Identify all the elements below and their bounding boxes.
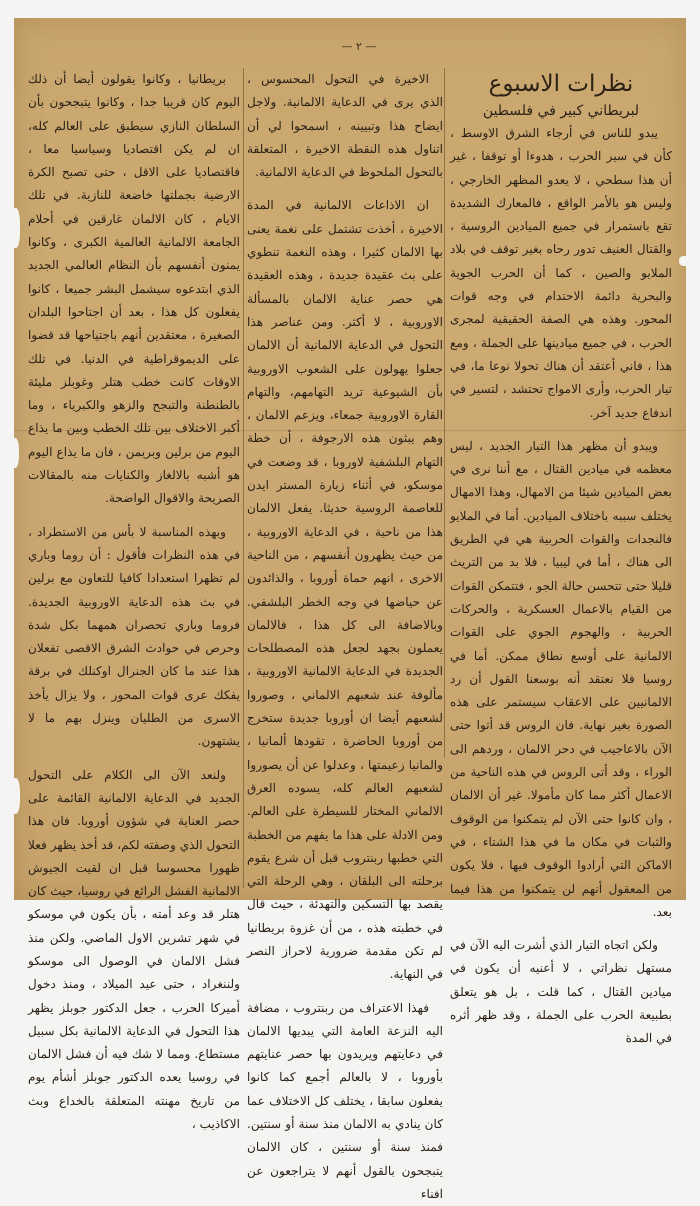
paragraph: فهذا الاعتراف من ربنتروب ، مضافة اليه النزعة العامة التي يبديها الالمان في دعايتهم ويريدون بها حصر عنايتهم بأوروبا ، لا بالعالم أجمع كما كانوا يفعلون سابقا ، يختلف كل الاختلاف عما كان ينادي به الالمان منذ سنة أو سنتين. فمنذ سنة أو سنتين ، كان الالمان يتبجحون بالقول أنهم لا يتراجعون عن افناء [247,1000,443,1201]
column-right [450,68,672,1051]
article-title: نظرات الاسبوع [488,71,634,97]
paragraph: وبهذه المناسبة لا بأس من الاستطراد ، في هذه النظرات فأقول : أن روما وباري لم تظهرا استعدادا كافيا للتعاون مع برلين في بث هذه الدعاية الاوروبية الجديدة. فروما وباري تحصران همهما بكل شدة وحرص في حوادث الشرق الاقصى تفعلان هذا عند ما كان الجنرال اوكنلك في برقة يفكك عرى قوات المحور ، ولا يزال يأخذ الاسرى من الطليان وينزل بهم ما لا يشتهون. [28,524,240,749]
column-divider [243,68,244,888]
newspaper-page [14,18,686,1201]
paragraph: ان الاذاعات الالمانية في المدة الاخيرة ، أخذت تشتمل على نغمة يعنى بها الالمان كثيرا ، وهذه النغمة تنطوي على بث عقيدة جديدة ، وهذه العقيدة هي حصر عناية الالمان بالمسألة الاوروبية ، لا أكثر. ومن عناصر هذا التحول في الدعاية الالمانية أن الالمان جعلوا يهولون على الشعوب الاوروبية بأن الشيوعية تريد التهامهم، والتهام القارة الاوروبية جمعاء، ويزعم الالمان ، وهم يبثون هذه الارجوفة ، أن خطة التهام البلشفية لاوروبا ، قد وضعت في موسكو، في أثناء زيارة المستر ايدن للعاصمة الروسية حديثا. يفعل الالمان هذا من ناحية ، في الدعاية الاوروبية ، من حيث يظهرون أنفسهم ، من الناحية الاخرى ، انهم حماة أوروبا ، والذائدون عن حياضها في وجه الخطر البلشفي. وبالاضافة الى كل هذا ، فالالمان يعملون بجهد لجعل هذه المصطلحات الجديدة في الدعاية الالمانية الاوروبية ، مألوفة عند شعبهم الالماني ، وصوروا لشعبهم أيضا ان أوروبا جديدة ستخرج من أوروبا الحاضرة ، تقودها ألمانيا ، والمانيا زعيمتها ، وعدلوا عن أن يصوروا لشعبهم العالم كله، يسوده العرق الالماني المختار للسيطرة على العالم. ومن الادلة على هذا ما يفهم من الخطبة التي خطبها ربنتروب قبل أن شرع يقوم برحلته الى البلقان ، وهي الرحلة التي يقصد بها التسكين والتهدئة ، حيث قال في خطبته هذه ، من أن غزوة بريطانيا لم تكن مقدمة ضرورية لاحراز النصر في النهاية. [247,198,443,982]
paragraph: بريطانيا ، وكانوا يقولون أيضا أن ذلك اليوم كان قريبا جدا ، وكانوا يتبجحون بأن السلطان النازي سيطبق على العالم كله، ان لم يكن اقتصاديا وسياسيا معا ، فاقتصاديا على الاقل ، حتى تصبح الكرة الارضية بجملتها خاضعة للنازية. في تلك الايام ، كان الالمان غارقين في أحلام الجامعة الالمانية العالمية الكبرى ، وكانوا يمنون أنفسهم بأن النظام العالمي الجديد الذي ابتدعوه سيشمل البشر جميعا ، كانوا يفعلون كل هذا ، بعد أن اجتاحوا البلدان الصغيرة ، معتقدين أنهم باجتياحها قد قضوا على الديموقراطية في الدنيا. في تلك الاوقات كانت خطب هتلر وغوبلز مليئة بالطنطنة والتبجح والزهو والكبرياء ، وما أكبر الاختلاف بين تلك الخطب وبين ما يذاع اليوم من برلين وبريمن ، فان ما يذاع اليوم هو أشبه بالالغاز والكنايات منه بالمقالات الصريحة والاقوال الواضحة. [28,72,240,506]
paragraph: يبدو للناس في أرجاء الشرق الاوسط ، كأن في سير الحرب ، هدوءا أو توقفا ، غير أن هذا سطحي ، لا يعدو المظهر الخارجي ، وليس هو بالأمر الواقع ، فالمعارك الشديدة تقع باستمرار في جميع الميادين الروسية ، والقتال العنيف تدور رحاه بغير توقف في بلاد الملايو والصين ، كما أن الحرب الجوية والبحرية دائمة الاحتدام في وجه قوات المحور. وهذه هي الصفة الحقيقية لمجرى الحرب ، في جميع ميادينها على الجملة ، ومع هذا ، فاني أعتقد أن هناك تحولا نوعا ما، في تيار الحرب، وأرى الامواج تحتشد ، لتسير في اندفاع جديد آخر. [450,126,672,420]
column-left [28,68,240,1136]
paragraph: ولنعد الآن الى الكلام على التحول الجديد في الدعاية الالمانية القائمة على حصر العناية في شؤون أوروبا. فان هذا التحول الذي وصفته لكم، قد أخذ يظهر فعلا ظهورا محسوسا قبل ان لقيت الجيوش الالمانية الفشل الرائع في روسيا، حيث كان هتلر قد وعد أمته ، بأن يكون في موسكو في شهر تشرين الاول الماضي. ولكن منذ فشل الالمان في الوصول الى موسكو ولننغراد ، حتى عيد الميلاد ، ومنذ دخول أميركا الحرب ، جعل الدكتور جوبلز يظهر هذا التحول في الدعاية الالمانية بكل سبيل مستطاع. ومما لا شك فيه أن فشل الالمان في روسيا يعده الدكتور جوبلز أشأم يوم من تاريخ مهنته المتعلقة بالخداع وبث الاكاذيب ، [28,767,240,1132]
paper-tear [10,778,20,814]
column-divider [444,68,445,758]
paper-tear [10,438,19,468]
page-number: — ٢ — [341,40,377,53]
paragraph: ولكن اتجاه التيار الذي أشرت اليه الآن في مستهل نظراتي ، لا أعنيه أن يكون في ميادين القتال ، كما قلت ، بل هو يتعلق بطبيعة الحرب على الجملة ، وقد ظهر أثره في المدة [450,938,672,1046]
paragraph: الاخيرة في التحول المحسوس ، الذي يرى في الدعاية الالمانية. ولاجل ايضاح هذا وتبيينه ، اسمحوا لي أن اتناول هذه النقطة الاخيرة ، المتعلقة بالتحول الملحوظ في الدعاية الالمانية. [247,72,443,180]
column-middle [247,68,443,1206]
paragraph: ويبدو أن مظهر هذا التيار الجديد ، ليس معظمه في ميادين القتال ، مع أننا نرى في بعض الميادين شيئا من الامهال، وهذا الامهال يختلف سببه باختلاف الميادين. أما في الملايو فالنجدات والقوات الحربية هي في الطريق الى هناك ، أما في ليبيا ، فلا بد من التريث قليلا حتى تتحسن حالة الجو ، فتتمكن القوات من القيام بالاعمال العسكرية ، والحركات الحربية ، والهجوم الجوي على القوات الالمانية على أوسع نطاق ممكن. أما في روسيا فلا نعتقد أنه بوسعنا القول أن رد الالمانيين على الاعقاب سيستمر على هذه الصورة بغير نهاية. فان الروس قد أتوا حتى الآن بالاعاجيب في دحر الالمان ، وردهم الى الوراء ، وقد أتى الروس في هذه الناحية من الاعمال أكثر مما كان مأمولا. غير أن الالمان ، وان كانوا حتى الآن لم يتمكنوا من الوقوف والثبات في مكان ما في هذا الشتاء ، في الاماكن التي أرادوا الوقوف فيها ، فلا يكون من المعقول أنهم لن يتمكنوا من هذا فيما بعد. [450,438,672,919]
article-subtitle: لبريطاني كبير في فلسطين [482,103,640,119]
paper-tear [10,208,20,248]
paper-tear [679,256,691,266]
